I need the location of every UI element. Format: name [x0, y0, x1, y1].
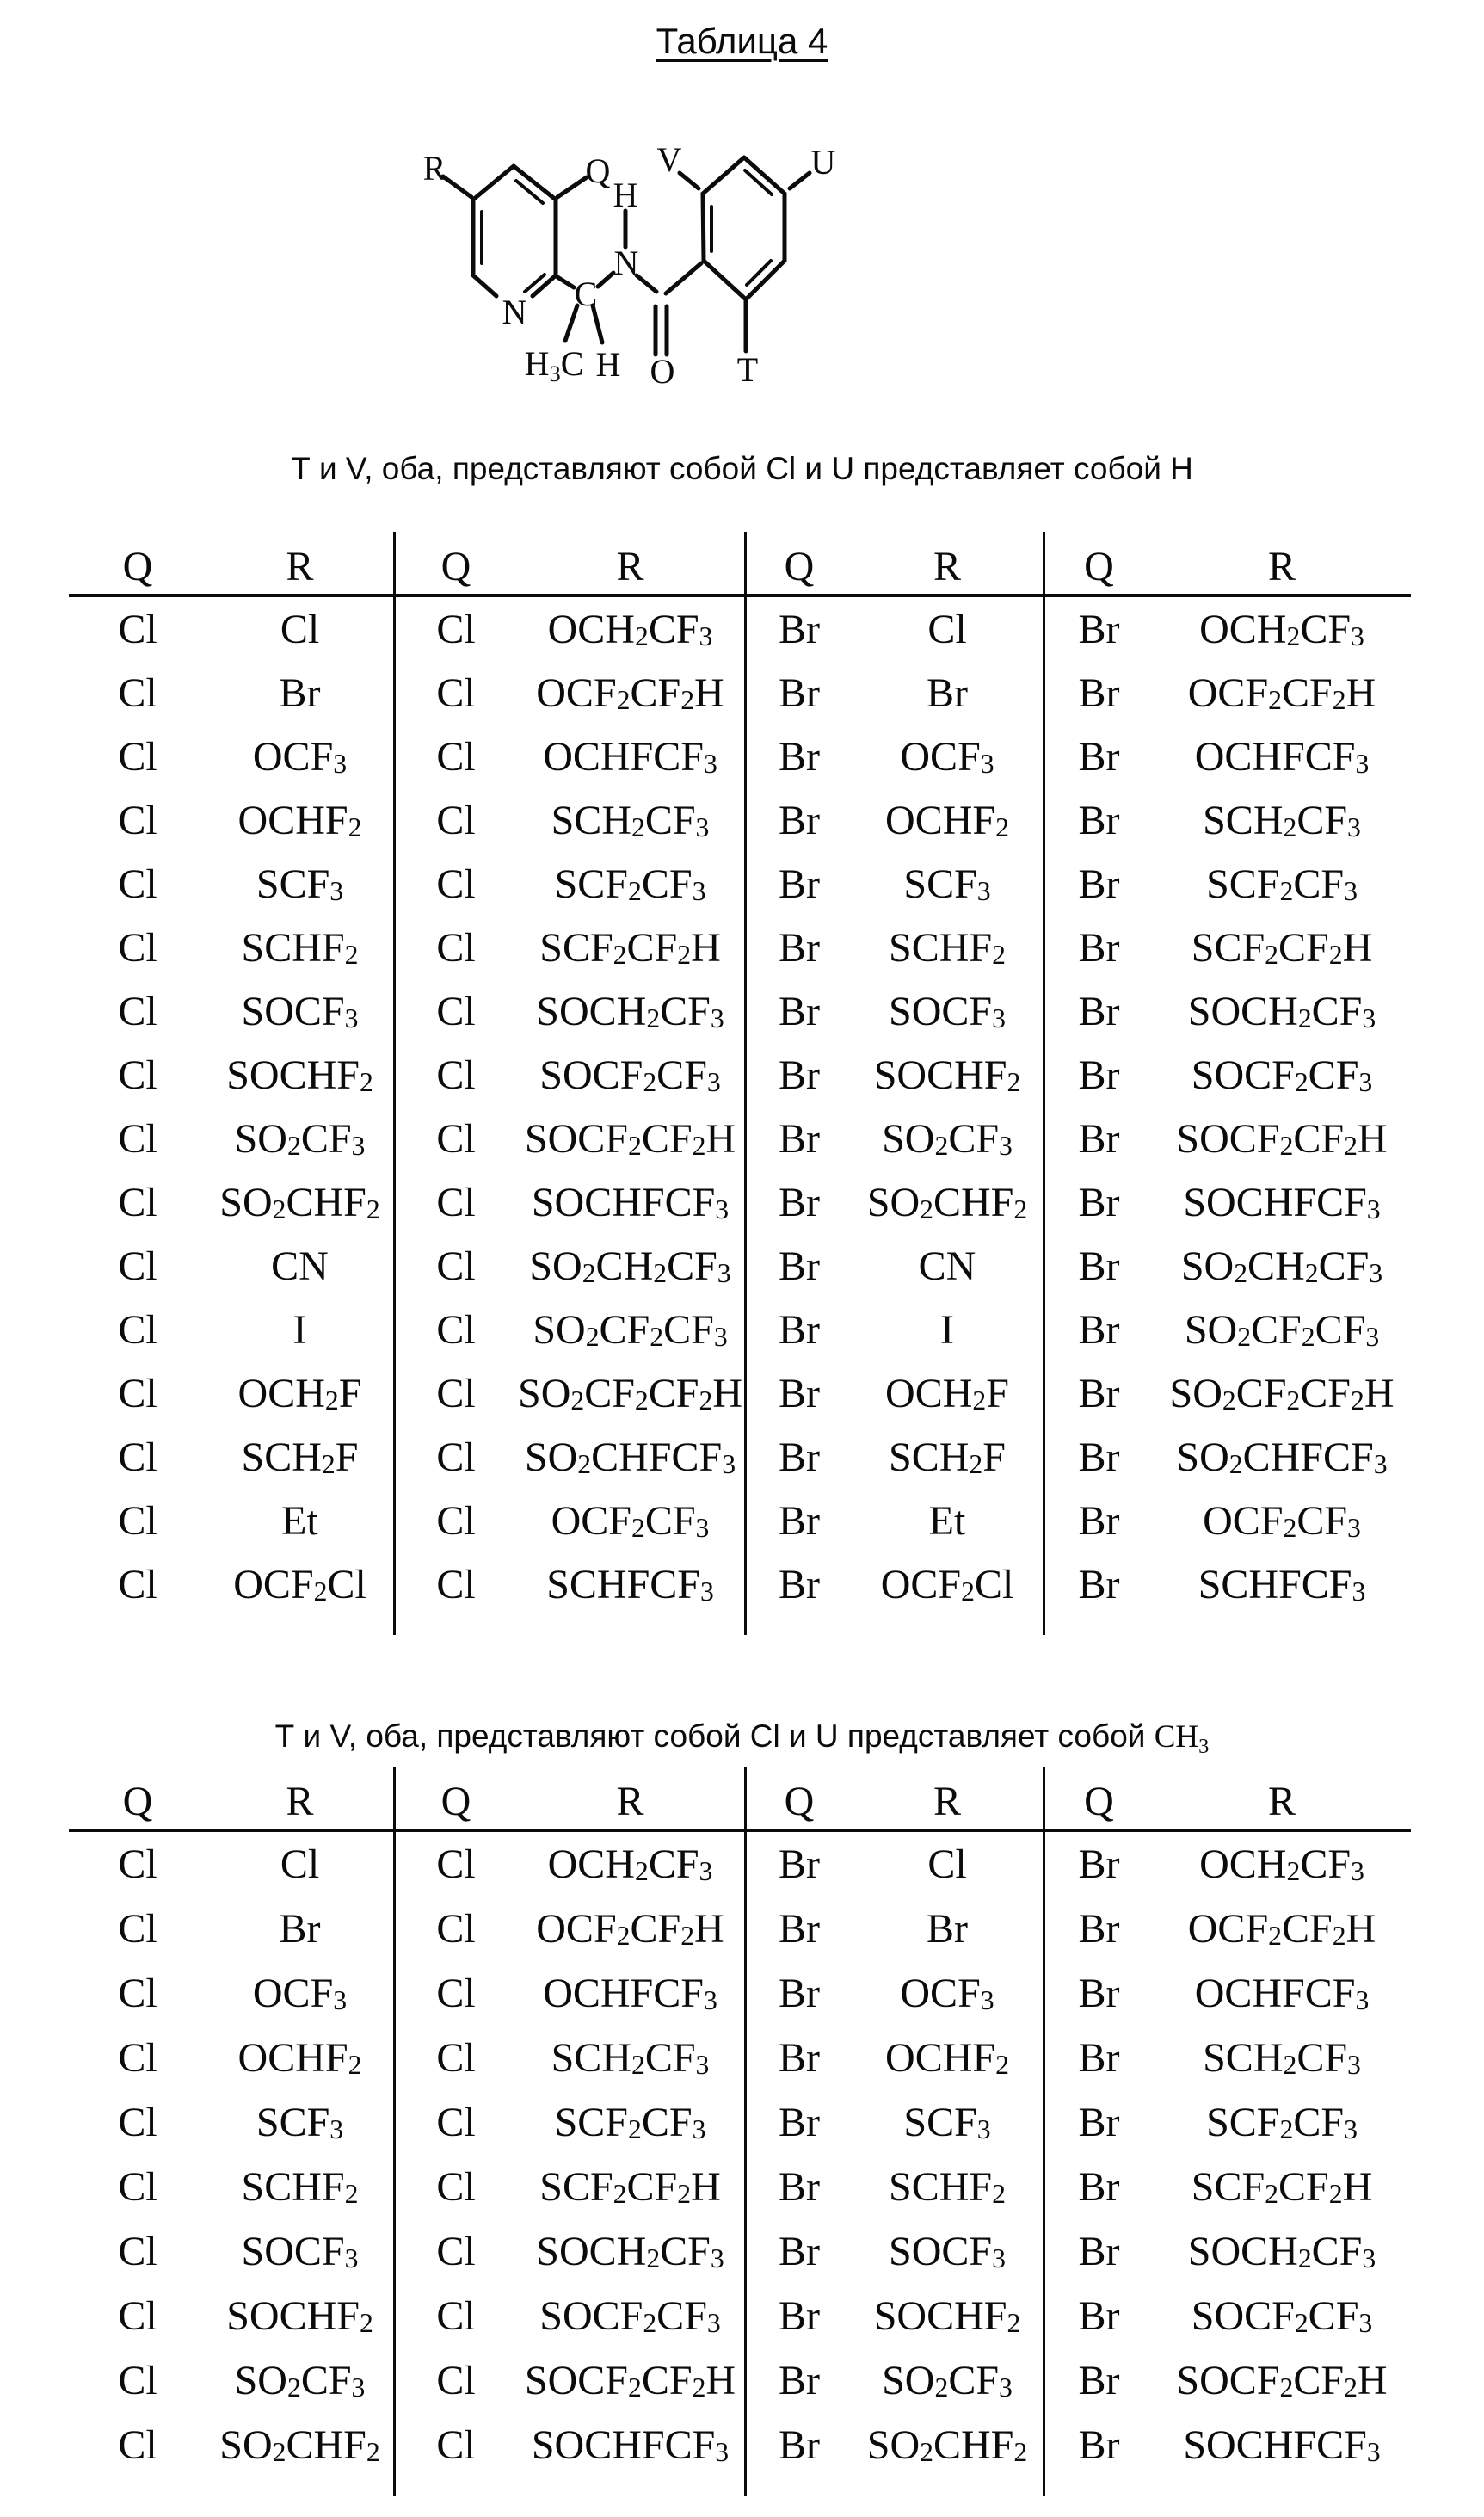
q-value: Br — [779, 1841, 820, 1887]
spacer-cell — [396, 2477, 516, 2496]
r-value: OCF $_2$ CF $_2$ H — [516, 661, 747, 725]
table-row — [69, 1832, 1411, 1897]
r-value: SO $_2$ CHF $_2$ — [206, 2413, 396, 2477]
spacer-cell — [516, 2477, 747, 2496]
column-header-q: Q — [784, 1779, 815, 1824]
column-header-r: R — [206, 532, 396, 594]
table-header-row — [69, 1767, 1411, 1832]
q-value: Cl — [436, 1115, 476, 1162]
q-value: Cl — [436, 1370, 476, 1416]
q-value: Br — [1078, 2164, 1120, 2210]
q-value: Br — [779, 1561, 820, 1607]
r-value: OCF $_2$ CF $_2$ H — [1187, 1906, 1376, 1952]
r-value: SCF $_2$ CF $_3$ — [516, 852, 747, 916]
r-value: OCF $_3$ — [852, 725, 1045, 788]
table-row — [69, 1234, 1411, 1298]
r-value: SCF $_2$ CF $_2$ H — [1191, 2164, 1373, 2210]
q-value: Cl — [118, 669, 157, 716]
table-row — [69, 2413, 1411, 2477]
q-value: Br — [779, 2035, 820, 2081]
q-value: Br — [779, 988, 820, 1034]
r-value: SO $_2$ CHF $_2$ — [852, 2413, 1045, 2477]
r-value: OCHFCF $_3$ — [516, 1961, 747, 2026]
r-value: SO $_2$ CHFCF $_3$ — [1176, 1434, 1388, 1480]
q-value: Br — [779, 1971, 820, 2016]
structure-label-t: T — [736, 350, 759, 389]
structure-label-v: V — [656, 140, 682, 179]
r-value: SCF $_2$ CF $_2$ H — [516, 2155, 747, 2219]
r-value: Cl — [852, 597, 1045, 661]
r-value: SOCH $_2$ CF $_3$ — [1187, 988, 1376, 1034]
r-value: SO $_2$ CF $_2$ CF $_2$ H — [1169, 1370, 1395, 1416]
r-value: SOCHFCF $_3$ — [1183, 2422, 1381, 2468]
q-value: Cl — [118, 1115, 157, 1162]
r-value: SCH $_2$ F — [206, 1425, 396, 1489]
column-header-r: R — [516, 1767, 747, 1829]
r-value: SCF $_3$ — [206, 852, 396, 916]
r-value: SCF $_3$ — [206, 2090, 396, 2155]
r-value: SCF $_2$ CF $_3$ — [1206, 861, 1358, 907]
q-value: Br — [1078, 1561, 1120, 1607]
q-value: Br — [779, 2422, 820, 2468]
r-value: SCHF $_2$ — [852, 2155, 1045, 2219]
structure-label-amide-n: N — [613, 244, 639, 282]
r-value: OCH $_2$ F — [206, 1361, 396, 1425]
r-value: SCF $_3$ — [852, 2090, 1045, 2155]
table-row — [69, 1361, 1411, 1425]
q-value: Cl — [118, 924, 157, 971]
r-value: OCF $_3$ — [206, 725, 396, 788]
table-bottom-spacer — [69, 1616, 1411, 1635]
r-value: OCF $_2$ Cl — [852, 1552, 1045, 1616]
q-value: Br — [779, 1906, 820, 1952]
r-value: SOCHF $_2$ — [206, 1043, 396, 1107]
r-value: SCHF $_2$ — [206, 2155, 396, 2219]
r-value: SOCF $_2$ CF $_2$ H — [516, 1107, 747, 1170]
q-value: Br — [779, 1306, 820, 1353]
table-row — [69, 1897, 1411, 1961]
q-value: Cl — [118, 1243, 157, 1289]
r-value: OCF $_2$ CF $_3$ — [516, 1489, 747, 1552]
table-row — [69, 2090, 1411, 2155]
q-value: Cl — [436, 2293, 476, 2339]
spacer-cell — [852, 1616, 1045, 1635]
column-header-q: Q — [122, 544, 153, 589]
spacer-cell — [747, 2477, 852, 2496]
q-value: Cl — [436, 606, 476, 652]
r-value: SOCF $_3$ — [852, 979, 1045, 1043]
q-value: Cl — [436, 1841, 476, 1887]
r-value: SCF $_2$ CF $_2$ H — [1191, 924, 1373, 971]
q-value: Br — [1078, 1841, 1120, 1887]
r-value: SO $_2$ CH $_2$ CF $_3$ — [1180, 1243, 1383, 1289]
column-header-r: R — [1267, 544, 1296, 589]
q-value: Cl — [436, 733, 476, 780]
spacer-cell — [69, 2477, 206, 2496]
q-value: Br — [1078, 1497, 1120, 1544]
q-value: Cl — [118, 2293, 157, 2339]
r-value: CN — [206, 1234, 396, 1298]
q-value: Cl — [118, 2229, 157, 2274]
column-header-r: R — [852, 1767, 1045, 1829]
r-value: SOCF $_3$ — [206, 979, 396, 1043]
r-value: SOCH $_2$ CF $_3$ — [516, 2219, 747, 2284]
substituent-table-1 — [69, 532, 1411, 1635]
r-value: Br — [852, 1897, 1045, 1961]
table-row — [69, 1043, 1411, 1107]
r-value: SCHFCF $_3$ — [1198, 1561, 1366, 1607]
structure-label-methyl: $H_3C$ — [524, 344, 584, 387]
table1-caption-text: Т и V, оба, представляют собой Cl и U представляет собой — [291, 451, 1171, 486]
q-value: Br — [1078, 1906, 1120, 1952]
table1-caption-u-value: Н — [1170, 451, 1193, 486]
r-value: SCF $_3$ — [852, 852, 1045, 916]
q-value: Cl — [436, 861, 476, 907]
table-row — [69, 979, 1411, 1043]
q-value: Cl — [436, 1434, 476, 1480]
r-value: SCH $_2$ CF $_3$ — [516, 788, 747, 852]
q-value: Br — [1078, 1306, 1120, 1353]
r-value: OCHFCF $_3$ — [1194, 1971, 1370, 2016]
spacer-cell — [1153, 1616, 1411, 1635]
column-header-q: Q — [1084, 544, 1114, 589]
q-value: Br — [1078, 2358, 1120, 2403]
r-value: Cl — [206, 1832, 396, 1897]
spacer-cell — [747, 1616, 852, 1635]
q-value: Br — [1078, 733, 1120, 780]
r-value: OCH $_2$ CF $_3$ — [516, 597, 747, 661]
q-value: Cl — [436, 2358, 476, 2403]
q-value: Br — [779, 924, 820, 971]
r-value: SO $_2$ CF $_3$ — [206, 2348, 396, 2413]
q-value: Br — [1078, 1179, 1120, 1225]
table-row — [69, 2219, 1411, 2284]
structure-label-ring-n: N — [502, 293, 527, 331]
q-value: Br — [779, 861, 820, 907]
q-value: Cl — [436, 988, 476, 1034]
r-value: SCHF $_2$ — [852, 916, 1045, 979]
q-value: Cl — [436, 797, 476, 843]
table2-caption-u-value: $CH_3$ — [1154, 1719, 1210, 1758]
q-value: Br — [1078, 2035, 1120, 2081]
q-value: Br — [779, 2164, 820, 2210]
r-value: SOCF $_2$ CF $_2$ H — [1176, 2358, 1388, 2403]
structure-bonds — [370, 86, 1093, 422]
q-value: Br — [779, 797, 820, 843]
q-value: Br — [1078, 1370, 1120, 1416]
table-row — [69, 2284, 1411, 2348]
column-header-q: Q — [1084, 1779, 1114, 1824]
r-value: SCH $_2$ F — [852, 1425, 1045, 1489]
q-value: Br — [779, 1052, 820, 1098]
table-bottom-spacer — [69, 2477, 1411, 2496]
table-row — [69, 1961, 1411, 2026]
structure-label-amide-h: H — [613, 176, 638, 214]
r-value: OCH $_2$ CF $_3$ — [1199, 606, 1364, 652]
r-value: SO $_2$ CHF $_2$ — [852, 1170, 1045, 1234]
q-value: Br — [779, 2229, 820, 2274]
r-value: SOCF $_3$ — [852, 2219, 1045, 2284]
spacer-cell — [206, 2477, 396, 2496]
r-value: SOCF $_2$ CF $_3$ — [516, 1043, 747, 1107]
spacer-cell — [852, 2477, 1045, 2496]
q-value: Cl — [436, 1052, 476, 1098]
spacer-cell — [69, 1616, 206, 1635]
r-value: SOCHF $_2$ — [206, 2284, 396, 2348]
r-value: SO $_2$ CH $_2$ CF $_3$ — [516, 1234, 747, 1298]
q-value: Cl — [118, 1306, 157, 1353]
substituent-table-2 — [69, 1767, 1411, 2496]
r-value: SCHFCF $_3$ — [516, 1552, 747, 1616]
r-value: I — [852, 1298, 1045, 1361]
q-value: Cl — [118, 2164, 157, 2210]
r-value: SCH $_2$ CF $_3$ — [1203, 2035, 1361, 2081]
r-value: Et — [206, 1489, 396, 1552]
table-row — [69, 788, 1411, 852]
q-value: Br — [779, 2100, 820, 2145]
q-value: Cl — [118, 1561, 157, 1607]
q-value: Cl — [118, 797, 157, 843]
column-header-r: R — [516, 532, 747, 594]
structure-label-carbonyl-o: O — [650, 352, 675, 391]
r-value: SO $_2$ CF $_3$ — [206, 1107, 396, 1170]
table-header-row — [69, 532, 1411, 597]
q-value: Br — [1078, 2293, 1120, 2339]
q-value: Cl — [118, 1497, 157, 1544]
r-value: OCHFCF $_3$ — [1194, 733, 1370, 780]
table-row — [69, 1170, 1411, 1234]
r-value: SCF $_2$ CF $_3$ — [516, 2090, 747, 2155]
spacer-cell — [1045, 1616, 1153, 1635]
r-value: SOCF $_2$ CF $_3$ — [1191, 2293, 1373, 2339]
r-value: OCHF $_2$ — [852, 2026, 1045, 2090]
r-value: SOCHFCF $_3$ — [516, 1170, 747, 1234]
q-value: Br — [1078, 797, 1120, 843]
r-value: OCH $_2$ CF $_3$ — [516, 1832, 747, 1897]
q-value: Br — [779, 1370, 820, 1416]
r-value: Cl — [852, 1832, 1045, 1897]
table-row — [69, 1552, 1411, 1616]
q-value: Br — [1078, 669, 1120, 716]
table-row — [69, 2155, 1411, 2219]
table-row — [69, 916, 1411, 979]
r-value: OCF $_2$ CF $_2$ H — [1187, 669, 1376, 716]
q-value: Br — [779, 669, 820, 716]
r-value: OCHFCF $_3$ — [516, 725, 747, 788]
spacer-cell — [396, 1616, 516, 1635]
q-value: Cl — [118, 988, 157, 1034]
q-value: Cl — [118, 1179, 157, 1225]
table-row — [69, 2026, 1411, 2090]
q-value: Br — [779, 1434, 820, 1480]
benzene-ring — [703, 157, 785, 299]
r-value: SO $_2$ CF $_3$ — [852, 1107, 1045, 1170]
q-value: Cl — [118, 606, 157, 652]
q-value: Cl — [118, 2358, 157, 2403]
table-row — [69, 1298, 1411, 1361]
r-value: OCHF $_2$ — [206, 2026, 396, 2090]
q-value: Cl — [436, 924, 476, 971]
structure-label-r: R — [422, 149, 446, 188]
q-value: Br — [1078, 861, 1120, 907]
table2-caption — [0, 1718, 1484, 1758]
q-value: Cl — [436, 2035, 476, 2081]
spacer-cell — [206, 1616, 396, 1635]
r-value: SO $_2$ CHF $_2$ — [206, 1170, 396, 1234]
spacer-cell — [1153, 2477, 1411, 2496]
q-value: Cl — [436, 1906, 476, 1952]
q-value: Cl — [436, 2422, 476, 2468]
structure-label-q: Q — [585, 151, 611, 190]
pyridine-ring — [473, 166, 556, 296]
spacer-cell — [516, 1616, 747, 1635]
chemical-structure — [370, 86, 1093, 422]
r-value: SO $_2$ CF $_2$ CF $_3$ — [516, 1298, 747, 1361]
q-value: Cl — [118, 861, 157, 907]
q-value: Cl — [436, 669, 476, 716]
r-value: OCF $_2$ CF $_3$ — [1203, 1497, 1361, 1544]
q-value: Br — [1078, 1434, 1120, 1480]
structure-label-alpha-c: C — [574, 275, 598, 313]
r-value: SOCF $_2$ CF $_3$ — [1191, 1052, 1373, 1098]
r-value: SOCH $_2$ CF $_3$ — [516, 979, 747, 1043]
q-value: Cl — [118, 2422, 157, 2468]
q-value: Br — [1078, 2229, 1120, 2274]
q-value: Cl — [118, 1434, 157, 1480]
q-value: Br — [1078, 606, 1120, 652]
r-value: SCH $_2$ CF $_3$ — [516, 2026, 747, 2090]
table2-caption-text: Т и V, оба, представляют собой Cl и U представляет собой — [274, 1718, 1155, 1754]
q-value: Br — [779, 1243, 820, 1289]
structure-label-u: U — [810, 143, 836, 182]
r-value: SOCH $_2$ CF $_3$ — [1187, 2229, 1376, 2274]
q-value: Cl — [436, 1971, 476, 2016]
q-value: Br — [1078, 1052, 1120, 1098]
r-value: SOCF $_3$ — [206, 2219, 396, 2284]
table1-caption — [0, 451, 1484, 487]
page-title — [0, 21, 1484, 62]
q-value: Br — [779, 2293, 820, 2339]
r-value: Br — [206, 661, 396, 725]
r-value: SO $_2$ CF $_2$ CF $_3$ — [1184, 1306, 1380, 1353]
r-value: I — [206, 1298, 396, 1361]
r-value: OCF $_2$ Cl — [206, 1552, 396, 1616]
table-row — [69, 597, 1411, 661]
r-value: SO $_2$ CF $_2$ CF $_2$ H — [516, 1361, 747, 1425]
q-value: Br — [779, 1115, 820, 1162]
q-value: Br — [1078, 924, 1120, 971]
q-value: Cl — [436, 2164, 476, 2210]
r-value: SCF $_2$ CF $_2$ H — [516, 916, 747, 979]
column-header-q: Q — [440, 544, 471, 589]
q-value: Cl — [436, 1497, 476, 1544]
column-header-r: R — [852, 532, 1045, 594]
r-value: SOCHF $_2$ — [852, 1043, 1045, 1107]
table-row — [69, 1489, 1411, 1552]
q-value: Cl — [436, 1243, 476, 1289]
r-value: Et — [852, 1489, 1045, 1552]
q-value: Cl — [118, 1370, 157, 1416]
r-value: Br — [852, 661, 1045, 725]
r-value: OCH $_2$ F — [852, 1361, 1045, 1425]
r-value: CN — [852, 1234, 1045, 1298]
r-value: OCF $_2$ CF $_2$ H — [516, 1897, 747, 1961]
r-value: SCF $_2$ CF $_3$ — [1206, 2100, 1358, 2145]
column-header-q: Q — [122, 1779, 153, 1824]
q-value: Cl — [118, 2035, 157, 2081]
spacer-cell — [1045, 2477, 1153, 2496]
r-value: OCF $_3$ — [206, 1961, 396, 2026]
r-value: SOCF $_2$ CF $_2$ H — [1176, 1115, 1388, 1162]
r-value: SO $_2$ CHFCF $_3$ — [516, 1425, 747, 1489]
q-value: Br — [1078, 1243, 1120, 1289]
column-header-r: R — [1267, 1779, 1296, 1824]
table-row — [69, 2348, 1411, 2413]
q-value: Br — [779, 606, 820, 652]
table-row — [69, 1107, 1411, 1170]
column-header-r: R — [206, 1767, 396, 1829]
q-value: Cl — [118, 733, 157, 780]
q-value: Br — [779, 1179, 820, 1225]
q-value: Cl — [436, 1306, 476, 1353]
q-value: Cl — [436, 2100, 476, 2145]
r-value: SOCF $_2$ CF $_3$ — [516, 2284, 747, 2348]
r-value: OCH $_2$ CF $_3$ — [1199, 1841, 1364, 1887]
r-value: OCHF $_2$ — [206, 788, 396, 852]
q-value: Br — [779, 1497, 820, 1544]
r-value: OCF $_3$ — [852, 1961, 1045, 2026]
q-value: Cl — [436, 2229, 476, 2274]
q-value: Br — [779, 733, 820, 780]
r-value: Cl — [206, 597, 396, 661]
q-value: Br — [1078, 1115, 1120, 1162]
page-title-text: Таблица 4 — [656, 21, 828, 61]
r-value: SOCF $_2$ CF $_2$ H — [516, 2348, 747, 2413]
q-value: Br — [779, 2358, 820, 2403]
r-value: SCH $_2$ CF $_3$ — [1203, 797, 1361, 843]
column-header-q: Q — [784, 544, 815, 589]
r-value: OCHF $_2$ — [852, 788, 1045, 852]
q-value: Cl — [118, 1971, 157, 2016]
q-value: Cl — [118, 2100, 157, 2145]
r-value: SO $_2$ CF $_3$ — [852, 2348, 1045, 2413]
q-value: Br — [1078, 988, 1120, 1034]
structure-label-alpha-h: H — [595, 345, 621, 384]
column-header-q: Q — [440, 1779, 471, 1824]
q-value: Br — [1078, 1971, 1120, 2016]
r-value: Br — [206, 1897, 396, 1961]
r-value: SOCHFCF $_3$ — [1183, 1179, 1381, 1225]
r-value: SCHF $_2$ — [206, 916, 396, 979]
r-value: SOCHF $_2$ — [852, 2284, 1045, 2348]
q-value: Cl — [436, 1561, 476, 1607]
q-value: Cl — [436, 1179, 476, 1225]
q-value: Br — [1078, 2100, 1120, 2145]
table-row — [69, 661, 1411, 725]
q-value: Cl — [118, 1052, 157, 1098]
table-row — [69, 725, 1411, 788]
r-value: SOCHFCF $_3$ — [516, 2413, 747, 2477]
q-value: Br — [1078, 2422, 1120, 2468]
table-row — [69, 852, 1411, 916]
q-value: Cl — [118, 1906, 157, 1952]
table-row — [69, 1425, 1411, 1489]
q-value: Cl — [118, 1841, 157, 1887]
